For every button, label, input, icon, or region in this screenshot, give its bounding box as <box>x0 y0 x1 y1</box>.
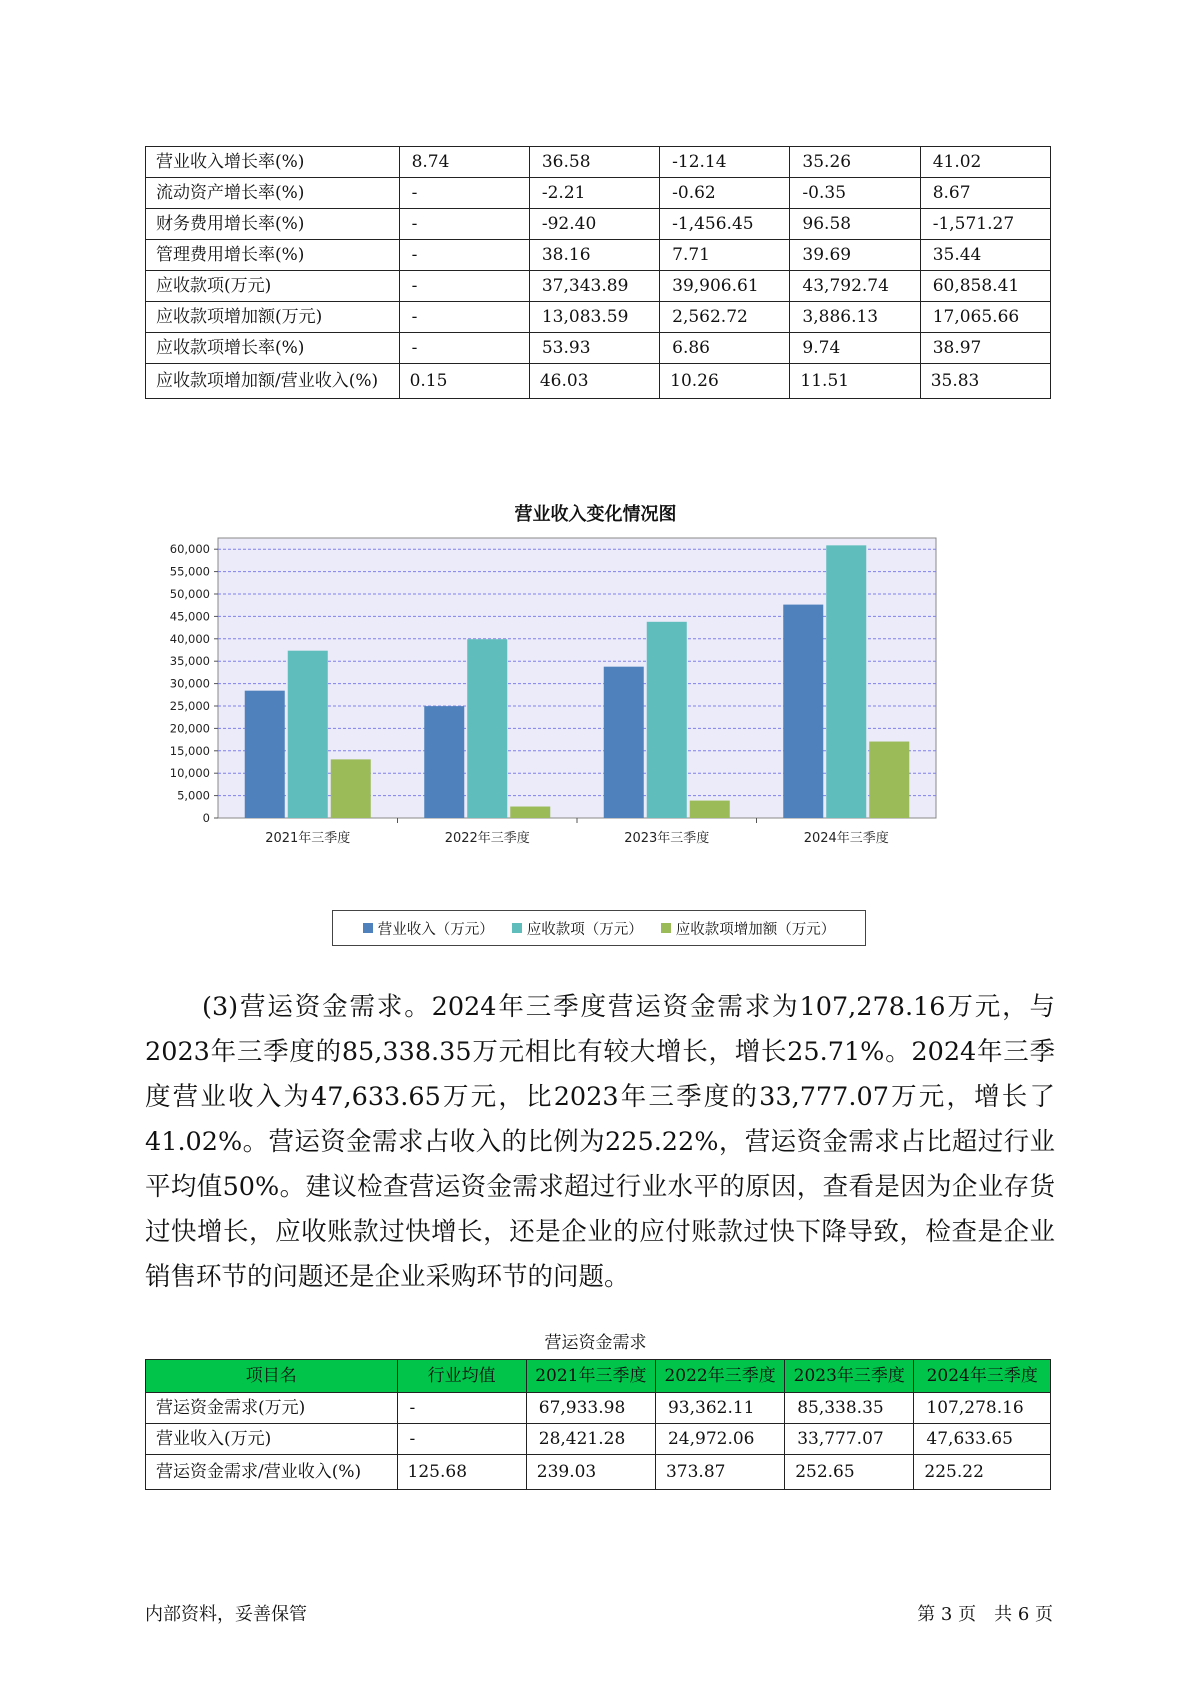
table-cell: 43,792.74 <box>790 271 920 302</box>
table-cell: 8.67 <box>920 178 1050 209</box>
chart-legend <box>332 910 866 946</box>
table-cell: 252.65 <box>785 1455 914 1490</box>
column-header: 2021年三季度 <box>526 1360 655 1393</box>
x-tick-label: 2024年三季度 <box>803 831 889 846</box>
table-row <box>146 1424 1051 1455</box>
table-cell: 8.74 <box>399 147 529 178</box>
legend-item <box>512 918 643 939</box>
table-cell: 41.02 <box>920 147 1050 178</box>
bar <box>245 691 285 818</box>
table-cell: 239.03 <box>526 1455 655 1490</box>
table-cell: 53.93 <box>529 333 659 364</box>
table-cell: 125.68 <box>397 1455 526 1490</box>
table-cell: -0.62 <box>660 178 790 209</box>
table-cell: - <box>397 1393 526 1424</box>
table-cell: 13,083.59 <box>529 302 659 333</box>
table-cell: 35.26 <box>790 147 920 178</box>
table-cell: 0.15 <box>399 364 529 399</box>
table-cell: 3,886.13 <box>790 302 920 333</box>
table-cell: 10.26 <box>660 364 790 399</box>
table-cell: 39.69 <box>790 240 920 271</box>
y-tick-label: 40,000 <box>169 631 210 646</box>
table-cell: -12.14 <box>660 147 790 178</box>
table-cell: -1,571.27 <box>920 209 1050 240</box>
column-header: 2023年三季度 <box>785 1360 914 1393</box>
table-cell: 38.97 <box>920 333 1050 364</box>
y-tick-label: 45,000 <box>169 609 210 624</box>
bar <box>647 622 687 818</box>
table-cell: 9.74 <box>790 333 920 364</box>
bar <box>288 651 328 818</box>
table-cell: 33,777.07 <box>785 1424 914 1455</box>
table-cell: 35.44 <box>920 240 1050 271</box>
x-tick-label: 2021年三季度 <box>265 831 351 846</box>
table-cell: 35.83 <box>920 364 1050 399</box>
row-label: 财务费用增长率(%) <box>146 209 400 240</box>
working-capital-table-caption: 营运资金需求 <box>544 1333 647 1353</box>
column-header: 行业均值 <box>397 1360 526 1393</box>
column-header: 项目名 <box>146 1360 398 1393</box>
bar <box>510 807 550 818</box>
row-label: 流动资产增长率(%) <box>146 178 400 209</box>
table-row <box>146 209 1051 240</box>
legend-swatch <box>363 923 373 933</box>
table-row <box>146 333 1051 364</box>
table-cell: - <box>399 333 529 364</box>
table-cell: -0.35 <box>790 178 920 209</box>
table-cell: -2.21 <box>529 178 659 209</box>
y-tick-label: 0 <box>202 811 210 825</box>
x-tick-label: 2022年三季度 <box>444 831 530 846</box>
y-tick-label: 5,000 <box>177 788 210 803</box>
legend-label: 营业收入（万元） <box>377 921 494 938</box>
table-row <box>146 271 1051 302</box>
table-cell: 96.58 <box>790 209 920 240</box>
row-label: 管理费用增长率(%) <box>146 240 400 271</box>
table-cell: 225.22 <box>914 1455 1051 1490</box>
y-tick-label: 55,000 <box>169 564 210 579</box>
bar <box>869 742 909 818</box>
y-tick-label: 10,000 <box>169 766 210 781</box>
table-cell: 39,906.61 <box>660 271 790 302</box>
y-tick-label: 50,000 <box>169 587 210 601</box>
table-cell: 24,972.06 <box>655 1424 784 1455</box>
table-cell: - <box>397 1424 526 1455</box>
table-row <box>146 1393 1051 1424</box>
table-cell: 85,338.35 <box>785 1393 914 1424</box>
working-capital-table-body <box>146 1360 1051 1490</box>
table-cell: 60,858.41 <box>920 271 1050 302</box>
row-label: 应收款项(万元) <box>146 271 400 302</box>
bar <box>826 545 866 818</box>
legend-label: 应收款项增加额（万元） <box>675 921 836 938</box>
table-cell: 6.86 <box>660 333 790 364</box>
table-row <box>146 302 1051 333</box>
y-tick-label: 30,000 <box>169 676 210 691</box>
chart-title: 营业收入变化情况图 <box>514 504 677 525</box>
table-cell: 37,343.89 <box>529 271 659 302</box>
y-tick-label: 15,000 <box>169 743 210 758</box>
table-cell: 11.51 <box>790 364 920 399</box>
table-cell: 93,362.11 <box>655 1393 784 1424</box>
row-label: 应收款项增加额(万元) <box>146 302 400 333</box>
revenue-bar-chart <box>150 530 1010 900</box>
bar <box>783 605 823 818</box>
row-label: 应收款项增长率(%) <box>146 333 400 364</box>
row-label: 应收款项增加额/营业收入(%) <box>146 364 400 399</box>
legend-item <box>363 918 494 939</box>
y-tick-label: 60,000 <box>169 542 210 557</box>
table-row <box>146 147 1051 178</box>
table-row <box>146 1455 1051 1490</box>
table-cell: 47,633.65 <box>914 1424 1051 1455</box>
indicator-table <box>145 146 1051 399</box>
row-label: 营业收入(万元) <box>146 1424 398 1455</box>
table-cell: 67,933.98 <box>526 1393 655 1424</box>
table-cell: -1,456.45 <box>660 209 790 240</box>
bar <box>467 639 507 818</box>
table-cell: 38.16 <box>529 240 659 271</box>
row-label: 营运资金需求(万元) <box>146 1393 398 1424</box>
bar <box>604 667 644 818</box>
bar <box>690 801 730 818</box>
y-tick-label: 25,000 <box>169 699 210 713</box>
y-tick-label: 35,000 <box>169 654 210 669</box>
table-row <box>146 178 1051 209</box>
table-cell: 36.58 <box>529 147 659 178</box>
table-cell: - <box>399 302 529 333</box>
table-cell: 373.87 <box>655 1455 784 1490</box>
table-cell: 107,278.16 <box>914 1393 1051 1424</box>
table-row <box>146 240 1051 271</box>
bar <box>424 706 464 818</box>
x-tick-label: 2023年三季度 <box>624 831 710 846</box>
table-cell: - <box>399 271 529 302</box>
table-cell: 2,562.72 <box>660 302 790 333</box>
table-cell: 17,065.66 <box>920 302 1050 333</box>
table-cell: - <box>399 178 529 209</box>
table-row <box>146 364 1051 399</box>
legend-swatch <box>661 923 671 933</box>
legend-swatch <box>512 923 522 933</box>
y-tick-label: 20,000 <box>169 721 210 736</box>
footer-confidential-note: 内部资料，妥善保管 <box>145 1604 307 1625</box>
footer-page-number: 第 3 页 共 6 页 <box>917 1604 1053 1625</box>
table-cell: - <box>399 240 529 271</box>
column-header: 2024年三季度 <box>914 1360 1051 1393</box>
column-header: 2022年三季度 <box>655 1360 784 1393</box>
indicator-table-body <box>146 147 1051 399</box>
legend-item <box>661 918 836 939</box>
table-cell: 46.03 <box>529 364 659 399</box>
working-capital-table <box>145 1359 1051 1490</box>
row-label: 营运资金需求/营业收入(%) <box>146 1455 398 1490</box>
table-cell: 7.71 <box>660 240 790 271</box>
working-capital-paragraph: (3)营运资金需求。2024年三季度营运资金需求为107,278.16万元，与2023年三季度的85,338.35万元相比有较大增长，增长25.71%。2024年三季度营业收入为47,633.65万元，比2023年三季度的33,777.07万元，增长了41.02%。营运资金需求占收入的比例为225.22%，营运资金需求占比超过行业平均值50%。建议检查营运资金需求超过行业水平的原因，查看是因为企业存货过快增长，应收账款过快增长，还是企业的应付账款过快下降导致，检查是企业销售环节的问题还是企业采购环节的问题。 <box>145 992 1055 1292</box>
legend-label: 应收款项（万元） <box>526 921 643 938</box>
bar <box>331 759 371 818</box>
table-cell: 28,421.28 <box>526 1424 655 1455</box>
table-cell: - <box>399 209 529 240</box>
table-cell: -92.40 <box>529 209 659 240</box>
table-header-row <box>146 1360 1051 1393</box>
row-label: 营业收入增长率(%) <box>146 147 400 178</box>
